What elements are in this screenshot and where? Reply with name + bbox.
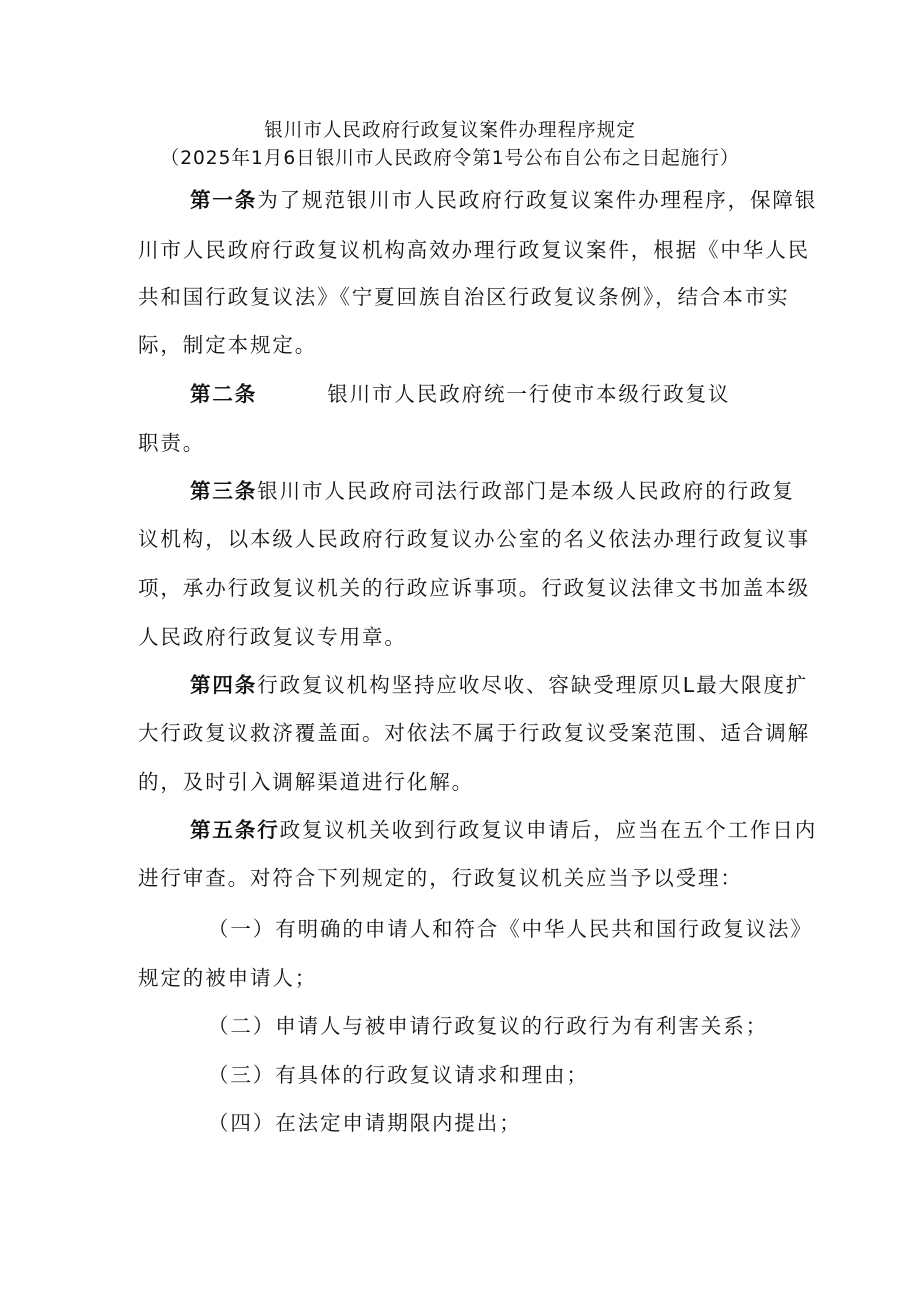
article-5-item-1: （一）有明确的申请人和符合《中华人民共和国行政复议法》: [208, 917, 813, 941]
article-1-first-line: [190, 183, 817, 213]
article-2-first-line: [190, 377, 730, 407]
article-1-line-4: 际，制定本规定。: [138, 333, 318, 357]
article-2-text: 银川市人民政府统一行使市本级行政复议: [327, 382, 731, 406]
article-3-first-line: [190, 474, 795, 504]
article-4-line-3: 的，及时引入调解渠道进行化解。: [138, 770, 474, 794]
article-5-item-3: （三）有具体的行政复议请求和理由；: [208, 1063, 589, 1087]
article-3-line-3: 项，承办行政复议机关的行政应诉事项。行政复议法律文书加盖本级: [138, 576, 810, 600]
article-4-first-line: [190, 668, 808, 698]
article-4-text: 行政复议机构坚持应收尽收、容缺受理原贝L最大限度扩: [257, 673, 809, 697]
article-5-item-4: （四）在法定申请期限内提出；: [208, 1111, 522, 1135]
article-5-item-2: （二）申请人与被申请行政复议的行政行为有利害关系；: [208, 1014, 768, 1038]
article-5-line-2: 进行审查。对符合下列规定的，行政复议机关应当予以受理：: [138, 866, 743, 890]
article-5-first-line: [190, 813, 817, 843]
article-1-text: 为了规范银川市人民政府行政复议案件办理程序，保障银: [257, 188, 818, 212]
article-4-label: 第四条: [190, 673, 258, 697]
article-1-label: 第一条: [190, 188, 258, 212]
article-4-line-2: 大行政复议救济覆盖面。对依法不属于行政复议受案范围、适合调解: [138, 721, 810, 745]
article-3-line-2: 议机构，以本级人民政府行政复议办公室的名义依法办理行政复议事: [138, 527, 810, 551]
article-3-text: 银川市人民政府司法行政部门是本级人民政府的行政复: [257, 479, 795, 503]
article-1-line-3: 共和国行政复议法》《宁夏回族自治区行政复议条例》，结合本市实: [138, 285, 790, 309]
document-subtitle: （2025年1月6日银川市人民政府令第1号公布自公布之日起施行）: [160, 147, 740, 169]
article-1-line-2: 川市人民政府行政复议机构高效办理行政复议案件，根据《中华人民: [138, 238, 810, 262]
article-2-line-2: 职责。: [138, 431, 206, 455]
article-3-label: 第三条: [190, 479, 258, 503]
article-3-line-4: 人民政府行政复议专用章。: [138, 625, 407, 649]
article-5-label: 第五条行: [190, 818, 280, 842]
article-2-label: 第二条: [190, 382, 258, 406]
article-5-text: 政复议机关收到行政复议申请后，应当在五个工作日内: [279, 818, 818, 842]
document-title: 银川市人民政府行政复议案件办理程序规定: [264, 119, 636, 141]
article-5-item-1-cont: 规定的被申请人；: [138, 966, 318, 990]
